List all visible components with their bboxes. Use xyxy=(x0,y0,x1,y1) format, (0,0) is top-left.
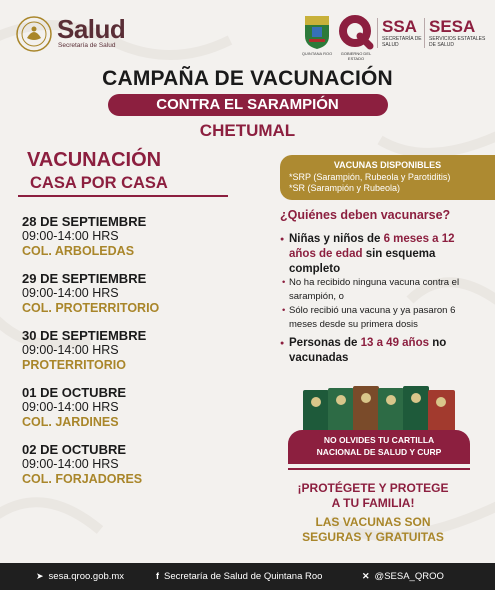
q-logo-icon xyxy=(338,14,374,50)
schedule-date: 01 DE OCTUBRE xyxy=(22,385,127,400)
ssa-logo-text: SSA xyxy=(382,17,417,36)
schedule-time: 09:00-14:00 HRS xyxy=(22,400,119,414)
header-divider xyxy=(377,18,378,48)
schedule-colonia: COL. PROTERRITORIO xyxy=(22,301,160,315)
schedule-item xyxy=(22,271,262,316)
sesa-logo-subtitle: SERVICIOS ESTATALES DE SALUD xyxy=(429,36,486,48)
header xyxy=(0,0,495,64)
eligibility-children xyxy=(280,232,480,277)
mexico-seal-icon xyxy=(16,16,52,52)
campaign-title: CAMPAÑA DE VACUNACIÓN xyxy=(102,67,393,90)
eligibility-condition-text: • No ha recibido ninguna vacuna contra el sarampión, o xyxy=(280,276,480,304)
safe-free-line: SEGURAS Y GRATUITAS xyxy=(302,530,444,544)
eligibility-condition-text: • Sólo recibió una vacuna y ya pasaron 6 meses desde su primera dosis xyxy=(280,304,480,332)
eligibility-adults-text xyxy=(280,336,480,366)
bullet-highlight: 13 a 49 años xyxy=(360,337,429,349)
banner-underline xyxy=(288,468,470,470)
footer-x-handle: @SESA_QROO xyxy=(374,571,444,582)
sesa-logo-text: SESA xyxy=(429,17,476,36)
schedule-date: 29 DE SEPTIEMBRE xyxy=(22,271,147,286)
eligibility-condition-2 xyxy=(280,304,480,332)
eligibility-children-text xyxy=(280,232,480,277)
cursor-icon: ➤ xyxy=(36,571,44,581)
health-cards-illustration xyxy=(303,384,455,432)
schedule-item xyxy=(22,385,262,430)
available-vaccines-heading: VACUNAS DISPONIBLES xyxy=(333,160,442,170)
schedule-colonia: COL. JARDINES xyxy=(22,415,119,429)
quintana-roo-shield-icon xyxy=(303,14,331,50)
schedule-time: 09:00-14:00 HRS xyxy=(22,286,119,300)
footer-website: sesa.qroo.gob.mx xyxy=(48,571,125,582)
schedule-colonia: PROTERRITORIO xyxy=(22,358,126,372)
footer-x-link[interactable] xyxy=(362,563,444,590)
footer-facebook: Secretaría de Salud de Quintana Roo xyxy=(164,571,323,582)
vaccination-subheading: CASA POR CASA xyxy=(30,174,168,192)
salud-logo-text: Salud xyxy=(57,14,126,44)
footer-website-link[interactable] xyxy=(36,563,124,590)
health-card-reminder xyxy=(288,435,470,458)
safe-free-line: LAS VACUNAS SON xyxy=(315,515,431,529)
schedule-item xyxy=(22,328,262,373)
footer-facebook-link[interactable] xyxy=(156,563,322,590)
protect-line: A TU FAMILIA! xyxy=(331,496,415,510)
bullet-text: no vacunadas xyxy=(289,337,447,364)
schedule-colonia: COL. ARBOLEDAS xyxy=(22,244,135,258)
salud-logo-subtitle: Secretaría de Salud xyxy=(58,42,116,49)
protect-line: ¡PROTÉGETE Y PROTEGE xyxy=(297,481,449,495)
bullet-text: Personas de xyxy=(289,337,361,349)
quintana-roo-label: QUINTANA ROO xyxy=(301,51,333,56)
protect-message xyxy=(280,481,466,511)
schedule-time: 09:00-14:00 HRS xyxy=(22,229,119,243)
eligibility-condition-1 xyxy=(280,276,480,304)
vaccine-sr: *SR (Sarampión y Rubeola) xyxy=(289,183,401,193)
who-should-vaccinate-heading: ¿Quiénes deben vacunarse? xyxy=(280,208,451,222)
safe-free-message xyxy=(280,515,466,545)
eligibility-adults xyxy=(280,336,480,366)
header-divider xyxy=(424,18,425,48)
q-logo-subtitle: GOBIERNO DEL ESTADO xyxy=(340,51,372,61)
schedule-date: 02 DE OCTUBRE xyxy=(22,442,127,457)
bullet-text: Niñas y niños de xyxy=(289,233,384,245)
health-card-reminder-line: NO OLVIDES TU CARTILLA xyxy=(323,435,435,445)
campaign-subtitle: CONTRA EL SARAMPIÓN xyxy=(156,96,339,113)
facebook-icon: f xyxy=(156,571,159,581)
schedule-time: 09:00-14:00 HRS xyxy=(22,343,119,357)
bullet-text: sin esquema completo xyxy=(289,248,436,275)
schedule-date: 28 DE SEPTIEMBRE xyxy=(22,214,147,229)
schedule-item xyxy=(22,214,262,259)
vaccine-srp: *SRP (Sarampión, Rubeola y Parotiditis) xyxy=(289,172,451,182)
vaccination-heading: VACUNACIÓN xyxy=(27,149,162,171)
city-name: CHETUMAL xyxy=(199,121,296,140)
schedule-colonia: COL. FORJADORES xyxy=(22,472,143,486)
schedule-item xyxy=(22,442,262,487)
bullet-highlight: 6 meses a 12 años de edad xyxy=(289,233,455,260)
ssa-logo-subtitle: SECRETARÍA DE SALUD xyxy=(382,36,422,48)
schedule-time: 09:00-14:00 HRS xyxy=(22,457,119,471)
health-card-reminder-line: NACIONAL DE SALUD Y CURP xyxy=(316,446,442,457)
schedule-date: 30 DE SEPTIEMBRE xyxy=(22,328,147,343)
heading-underline xyxy=(18,195,228,197)
x-icon: ✕ xyxy=(362,571,370,581)
